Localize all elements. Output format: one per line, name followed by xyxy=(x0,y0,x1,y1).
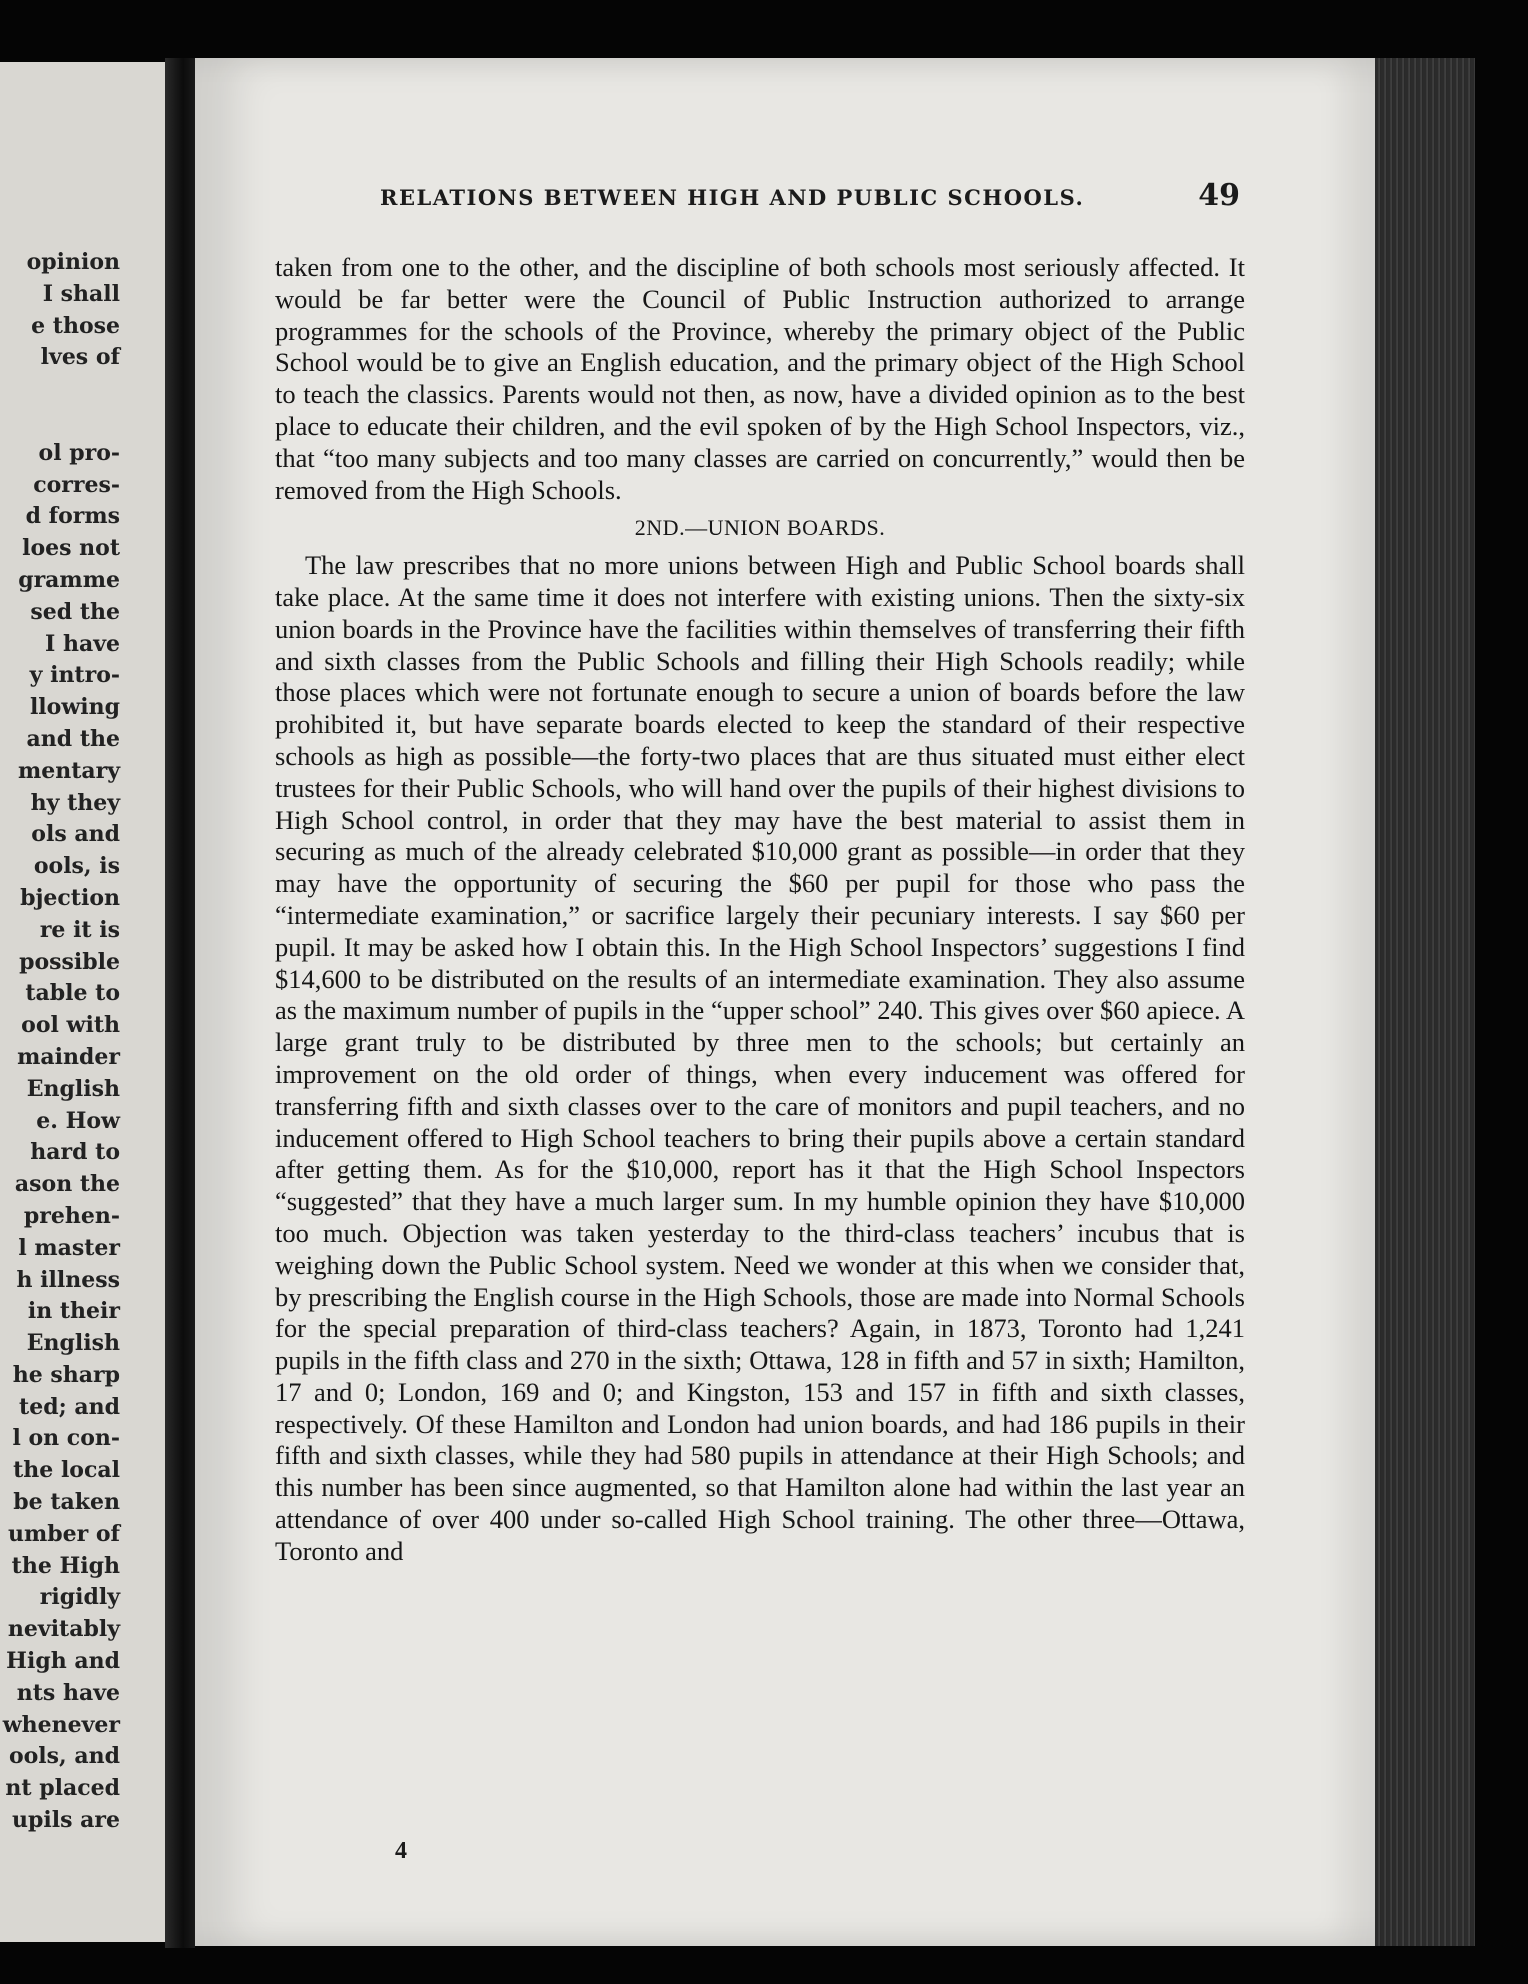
signature-mark: 4 xyxy=(395,1838,407,1864)
paragraph: taken from one to the other, and the discipline of both schools most seriously affected. It would be far better were the Council of Public Instruction authorized to arrange programmes for the schools of the Province, whereby the primary object of the Public School would be to give an English education, and the primary object of the High School to teach the classics. Parents would not then, as now, have a divided opinion as to the best place to educate their children, and the evil spoken of by the High School Inspectors, viz., that “too many subjects and too many classes are carried on concurrently,” would then be removed from the High Schools. xyxy=(275,252,1245,505)
section-heading: 2ND.—UNION BOARDS. xyxy=(634,515,886,541)
left-page-text-fragments: opinion I shall e those lves of ol pro- corres- d forms loes not gramme sed the I have y intro- llowing and the mentary hy they ols and ools, is bjection re it is possible table to ool with mainder English e. How hard to ason the prehen- l master h illness in their English he sharp ted; and l on con- the local be taken umber of the High rigidly nevitably High and nts have whenever ools, and nt placed upils are xyxy=(2,249,120,1834)
running-title: RELATIONS BETWEEN HIGH AND PUBLIC SCHOOLS. xyxy=(380,185,1085,210)
page-number: 49 xyxy=(1198,178,1240,213)
book-gutter xyxy=(165,58,195,1948)
page-body xyxy=(275,252,1245,1568)
paragraph: The law prescribes that no more unions between High and Public School boards shall take place. At the same time it does not interfere with existing unions. Then the sixty-six union boards in the Province have the facilities within themselves of transferring their fifth and sixth classes from the Public Schools and filling their High Schools readily; while those places which were not fortunate enough to secure a union of boards before the law prohibited it, but have separate boards elected to keep the standard of their respective schools as high as possible—the forty-two places that are thus situated must either elect trustees for their Public Schools, who will hand over the pupils of their highest divisions to High School control, in order that they may have the best material to assist them in securing as much of the already celebrated $10,000 grant as possible—in order that they may have the opportunity of securing the $60 per pupil for those who pass the “intermediate examination,” or sacrifice largely their pecuniary interests. I say $60 per pupil. It may be asked how I obtain this. In the High School Inspectors’ suggestions I find $14,600 to be distributed on the results of an intermediate examination. They also assume as the maximum number of pupils in the “upper school” 240. This gives over $60 apiece. A large grant truly to be distributed by three men to the schools; but certainly an improvement on the old order of things, when every inducement was offered for transferring fifth and sixth classes over to the care of monitors and pupil teachers, and no inducement offered to High School teachers to bring their pupils above a certain standard after getting them. As for the $10,000, report has it that the High School Inspectors “suggested” that they have a much larger sum. In my humble opinion they have $10,000 too much. Objection was taken yesterday to the third-class teachers’ incubus that is weighing down the Public School system. Need we wonder at this when we consider that, by prescribing the English course in the High Schools, those are made into Normal Schools for the special preparation of third-class teachers? Again, in 1873, Toronto had 1,241 pupils in the fifth class and 270 in the sixth; Ottawa, 128 in fifth and 57 in sixth; Hamilton, 17 and 0; London, 169 and 0; and Kingston, 153 and 157 in fifth and sixth classes, respectively. Of these Hamilton and London had union boards, and had 186 pupils in their fifth and sixth classes, while they had 580 pupils in attendance at their High Schools; and this number has been since augmented, so that Hamilton alone had within the last year an attendance of over 400 under so-called High School training. The other three—Ottawa, Toronto and xyxy=(275,550,1245,1566)
left-page xyxy=(0,62,165,1942)
running-header xyxy=(380,178,1240,213)
page-edges xyxy=(1375,58,1475,1946)
